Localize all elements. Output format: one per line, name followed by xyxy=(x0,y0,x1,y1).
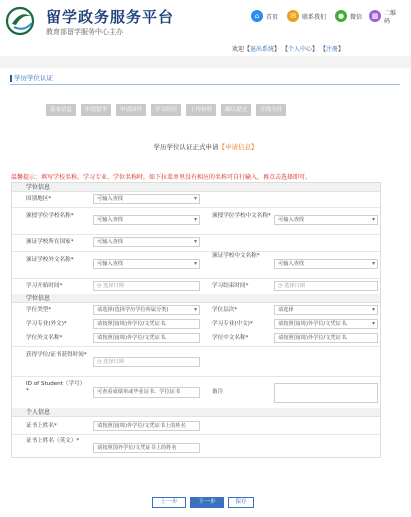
student-id-label: ID of Student（学号）* xyxy=(26,381,86,394)
remark-textarea[interactable] xyxy=(274,383,378,403)
application-form xyxy=(11,182,381,458)
award-date-label: 获得学位/证书获得时间* xyxy=(26,352,87,358)
student-id-input[interactable]: 可查看成绩单或毕业证书、学位证书 xyxy=(93,387,200,398)
study-end-placeholder: 选择日期 xyxy=(284,283,305,289)
name-input[interactable]: 请按照国(境)外学位/文凭证书上的姓名 xyxy=(93,421,200,431)
qrcode-icon: ▦ xyxy=(369,10,381,22)
step-bar xyxy=(46,104,286,116)
sep: 【 xyxy=(281,46,288,53)
nav-contact[interactable] xyxy=(287,10,326,22)
form-title-text: 学历学位认证正式申请 xyxy=(153,143,219,151)
degree-en-input[interactable]: 请按照国(境)外学位/文凭证书, xyxy=(93,333,200,343)
degree-level-label: 学位层次* xyxy=(212,307,238,313)
major-cn-label: 学习专业(中文)* xyxy=(212,321,253,327)
sep: 】 xyxy=(274,46,281,53)
group-school: 学位信息 xyxy=(12,183,380,192)
sep: 】 xyxy=(337,46,344,53)
cert-school-en-label: 颁证学校外文名称* xyxy=(26,257,74,263)
name-en-label: 证书上姓名（英文）* xyxy=(26,438,80,444)
degree-cn-label: 学位中文名称* xyxy=(212,335,249,341)
logo xyxy=(4,6,40,36)
nav-home-label: 首页 xyxy=(266,13,279,21)
school-cn-label: 颁授学位学校中文名称* xyxy=(212,213,271,219)
form-status: 【申请信息】 xyxy=(218,143,258,151)
nav-home[interactable] xyxy=(251,10,278,22)
header-divider xyxy=(0,56,411,68)
degree-level-select[interactable]: 请选择 ▾ xyxy=(274,305,378,315)
wechat-icon: ● xyxy=(335,10,347,22)
divider xyxy=(12,434,380,435)
cert-school-cn-label: 颁证学校中文名称* xyxy=(212,253,260,259)
divider xyxy=(12,376,380,377)
contact-icon: ✉ xyxy=(287,10,299,22)
prev-button[interactable]: 上一步 xyxy=(152,497,186,508)
site-title: 留学政务服务平台 xyxy=(46,8,175,26)
degree-cn-input[interactable]: 请按照国(境)外学位/文凭证书, xyxy=(274,333,378,343)
award-date[interactable]: ◷ 选择日期 xyxy=(93,357,200,367)
form-title xyxy=(0,142,411,151)
step-upload[interactable]: 上传材料 xyxy=(186,104,216,116)
divider xyxy=(12,278,380,279)
cert-country-label: 颁证学校所在国家* xyxy=(26,239,74,245)
cert-country-select[interactable]: 可输入查找 ▾ xyxy=(93,237,200,247)
step-basic-info[interactable]: 基本信息 xyxy=(46,104,76,116)
divider xyxy=(12,346,380,347)
cert-school-en-select[interactable]: 可输入查找 ▾ xyxy=(93,259,200,269)
home-icon: ⌂ xyxy=(251,10,263,22)
save-button[interactable]: 保存 xyxy=(228,497,254,508)
divider xyxy=(12,234,380,235)
nav-qrcode[interactable] xyxy=(369,10,398,26)
degree-type-select[interactable]: 请选择(选择学历学位所属分类) ▾ xyxy=(93,305,200,315)
study-end-label: 学习结束时间* xyxy=(212,283,249,289)
study-start-date[interactable]: ◷ 选择日期 xyxy=(93,281,200,291)
remark-label: 备注 xyxy=(212,389,224,395)
header xyxy=(0,0,411,56)
name-label: 证书上姓名* xyxy=(26,423,57,429)
name-en-input[interactable]: 请按照国外学位/文凭证书上的姓名 xyxy=(93,443,200,453)
group-degree: 学位信息 xyxy=(12,294,380,303)
study-end-date[interactable]: ◷ 选择日期 xyxy=(274,281,378,291)
next-button[interactable]: 下一步 xyxy=(190,497,224,508)
degree-type-label: 学位类型* xyxy=(26,307,52,313)
nav-qrcode-label: 二维码 xyxy=(384,10,397,25)
school-en-label: 颁授学位学校名称* xyxy=(26,213,74,219)
school-cn-select[interactable]: 可输入查找 ▾ xyxy=(274,215,378,225)
group-personal: 个人信息 xyxy=(12,408,380,417)
step-confirm[interactable]: 确认提交 xyxy=(221,104,251,116)
divider xyxy=(12,251,380,252)
register-link[interactable]: 注册 xyxy=(325,46,338,53)
award-date-placeholder: 选择日期 xyxy=(103,359,124,365)
degree-en-label: 学位外文名称* xyxy=(26,335,63,341)
step-study-history[interactable]: 学习经历 xyxy=(151,104,181,116)
country-select[interactable]: 可输入查找 ▾ xyxy=(93,194,200,204)
user-bar xyxy=(232,44,344,53)
step-foreign[interactable]: 申请国外 xyxy=(116,104,146,116)
nav-contact-label: 联系我们 xyxy=(302,13,327,21)
major-en-label: 学习专业(外文)* xyxy=(26,321,67,327)
nav-wechat-label: 微信 xyxy=(350,13,363,21)
step-pay[interactable]: 在线支付 xyxy=(256,104,286,116)
country-label: 国别地区* xyxy=(26,196,52,202)
section-title: 学历学位认证 xyxy=(10,72,400,85)
nav-wechat[interactable] xyxy=(335,10,362,22)
step-apply[interactable]: 申请留学 xyxy=(81,104,111,116)
divider xyxy=(12,207,380,208)
site-subtitle: 教育部留学服务中心主办 xyxy=(46,28,123,36)
school-en-select[interactable]: 可输入查找 ▾ xyxy=(93,215,200,225)
sep: 【 xyxy=(319,46,326,53)
study-start-label: 学习开始时间* xyxy=(26,283,63,289)
logout-link[interactable]: 退出系统 xyxy=(250,46,275,53)
cert-school-cn-select[interactable]: 可输入查找 ▾ xyxy=(274,259,378,269)
study-start-placeholder: 选择日期 xyxy=(103,283,124,289)
major-cn-select[interactable]: 请按照国(境)外学位/文凭证书, ▾ xyxy=(274,319,378,329)
welcome-text: 欢迎【 xyxy=(232,46,251,53)
sep: 】 xyxy=(312,46,319,53)
user-center-link[interactable]: 个人中心 xyxy=(287,46,312,53)
major-en-input[interactable]: 请按照国(境)外学位/文凭证书, xyxy=(93,319,200,329)
tip-text: 温馨提示：填写学校名称、学习专业、学位名称时，如下拉菜单里没有相应的名称可自行输入，再点击选择即可。 xyxy=(11,174,312,181)
